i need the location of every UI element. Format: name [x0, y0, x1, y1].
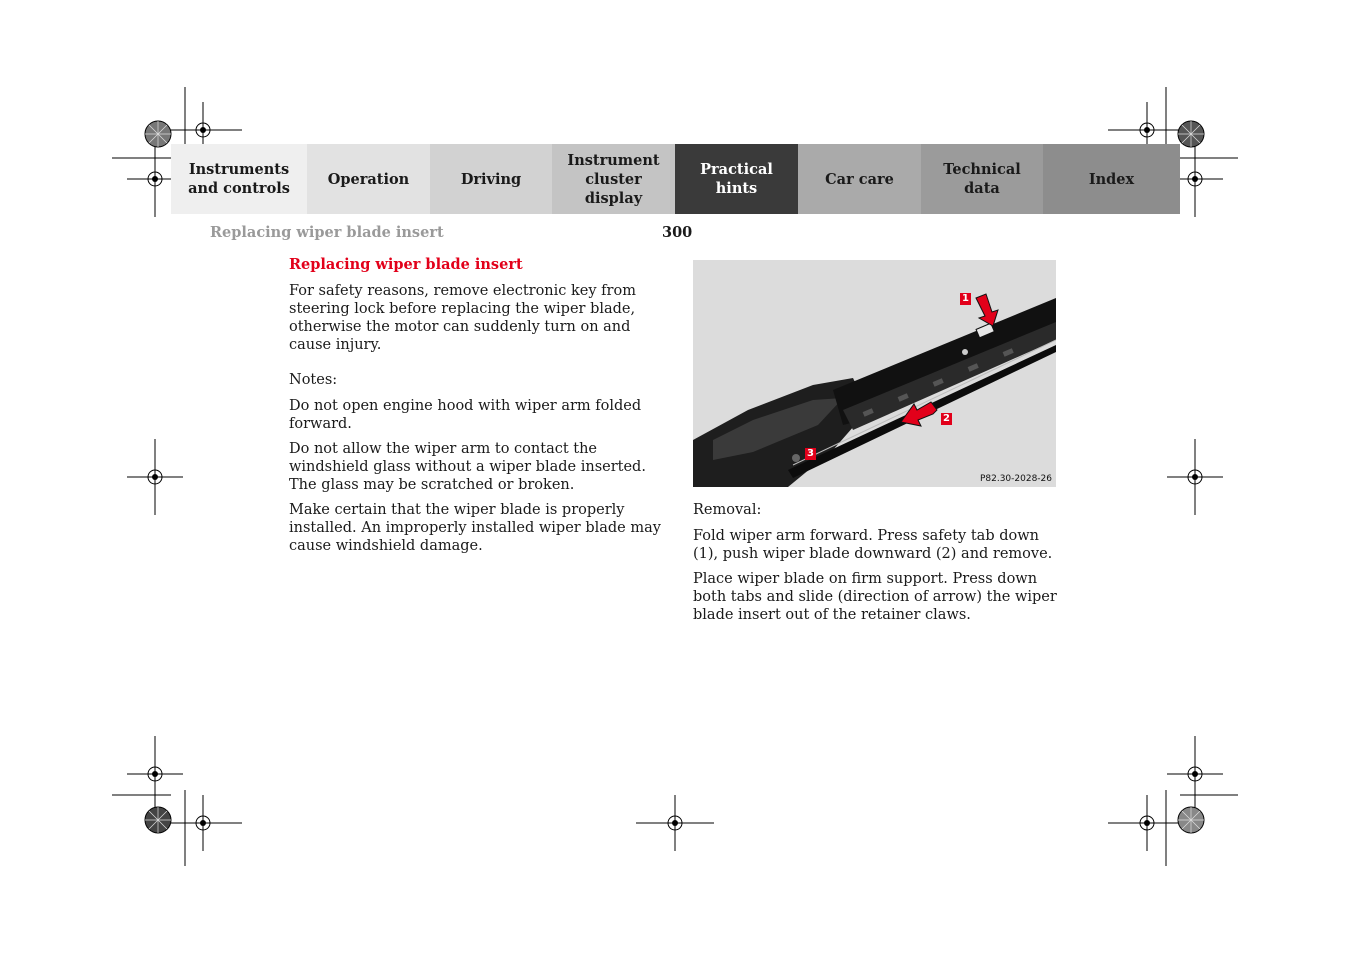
wiper-blade-illustration [693, 260, 1056, 487]
tab-label: Car care [825, 170, 894, 188]
note-item: Do not allow the wiper arm to contact the windshield glass without a wiper blade inserted. The glass may be scratched or broken. [289, 441, 646, 493]
tab-label: Operation [327, 170, 410, 188]
notes-label: Notes: [289, 372, 338, 388]
tab-label-line1: Instruments [188, 161, 290, 178]
running-header-title: Replacing wiper blade insert [210, 224, 444, 241]
page-number: 300 [662, 224, 693, 241]
section-heading: Replacing wiper blade insert [289, 256, 523, 273]
tab-label-line1: Instrument [567, 151, 660, 169]
callout-2: 2 [941, 413, 952, 425]
tab-label-line2: and controls [188, 180, 290, 197]
tab-label-line1: Technical [943, 161, 1021, 178]
tab-car-care[interactable] [798, 144, 921, 214]
right-column [693, 260, 1063, 631]
tab-label: Index [1088, 170, 1135, 188]
callout-1: 1 [960, 293, 971, 305]
left-column [289, 256, 664, 562]
section-tab-bar [171, 144, 1180, 214]
safety-warning: For safety reasons, remove electronic key from steering lock before replacing the wiper blade, otherwise the motor can suddenly turn on and cause injury. [289, 283, 636, 353]
tab-label: Driving [460, 170, 522, 188]
note-item: Do not open engine hood with wiper arm folded forward. [289, 398, 642, 432]
tab-instrument-cluster-display[interactable] [552, 144, 675, 214]
callout-3: 3 [805, 448, 816, 460]
removal-step: Fold wiper arm forward. Press safety tab down (1), push wiper blade downward (2) and remove. [693, 528, 1053, 562]
note-item: Make certain that the wiper blade is properly installed. An improperly installed wiper blade may cause windshield damage. [289, 502, 661, 554]
tab-label: Practical hints [700, 161, 773, 197]
removal-label: Removal: [693, 502, 762, 518]
tab-operation[interactable] [307, 144, 430, 214]
wiper-blade-drawing [693, 260, 1056, 487]
tab-driving[interactable] [430, 144, 552, 214]
tab-instruments-and-controls[interactable] [171, 144, 307, 214]
tab-label-line2: data [964, 180, 1000, 197]
tab-index[interactable] [1043, 144, 1180, 214]
tab-practical-hints[interactable] [675, 144, 798, 214]
figure-code: P82.30-2028-26 [979, 474, 1052, 484]
removal-step: Place wiper blade on firm support. Press down both tabs and slide (direction of arrow) the wiper blade insert out of the retainer claws. [693, 571, 1057, 623]
tab-label-line2: cluster display [584, 170, 643, 207]
tab-technical-data[interactable] [921, 144, 1043, 214]
